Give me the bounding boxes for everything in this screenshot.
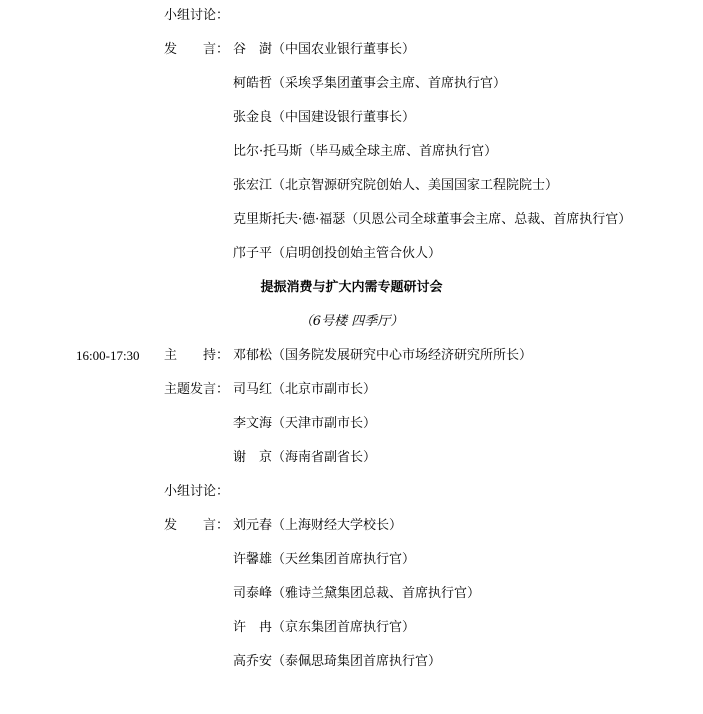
speaker-entry: 张宏江（北京智源研究院创始人、美国国家工程院院士） [233,178,559,193]
speaker-entry: 张金良（中国建设银行董事长） [233,110,416,125]
speakers-label: 发 言： [164,518,230,533]
keynote-label: 主题发言： [164,382,230,397]
speaker-entry: 许 冉（京东集团首席执行官） [233,620,416,635]
speaker-entry: 比尔·托马斯（毕马威全球主席、首席执行官） [233,144,498,159]
session-time: 16:00-17:30 [76,348,140,363]
speaker-entry: 刘元春（上海财经大学校长） [233,518,403,533]
keynote-entry: 谢 京（海南省副省长） [233,450,377,465]
session-title: 提振消费与扩大内需专题研讨会 [260,280,443,295]
speaker-entry: 许馨雄（天丝集团首席执行官） [233,552,416,567]
speakers-label: 发 言： [164,42,230,57]
group-discussion-label: 小组讨论： [164,484,230,499]
speaker-entry: 司泰峰（雅诗兰黛集团总裁、首席执行官） [233,586,481,601]
speaker-entry: 谷 澍（中国农业银行董事长） [233,42,416,57]
group-discussion-label: 小组讨论： [164,8,230,23]
host-label: 主 持： [164,348,230,363]
speaker-entry: 柯皓哲（采埃孚集团董事会主席、首席执行官） [233,76,507,91]
speaker-entry: 邝子平（启明创投创始主管合伙人） [233,246,442,261]
keynote-entry: 司马红（北京市副市长） [233,382,377,397]
speaker-entry: 克里斯托夫·德·福瑟（贝恩公司全球董事会主席、总裁、首席执行官） [233,212,632,227]
keynote-entry: 李文海（天津市副市长） [233,416,377,431]
session-venue: （6号楼 四季厅） [299,314,404,329]
speaker-entry: 高乔安（泰佩思琦集团首席执行官） [233,654,442,669]
host-entry: 邓郁松（国务院发展研究中心市场经济研究所所长） [233,348,533,363]
